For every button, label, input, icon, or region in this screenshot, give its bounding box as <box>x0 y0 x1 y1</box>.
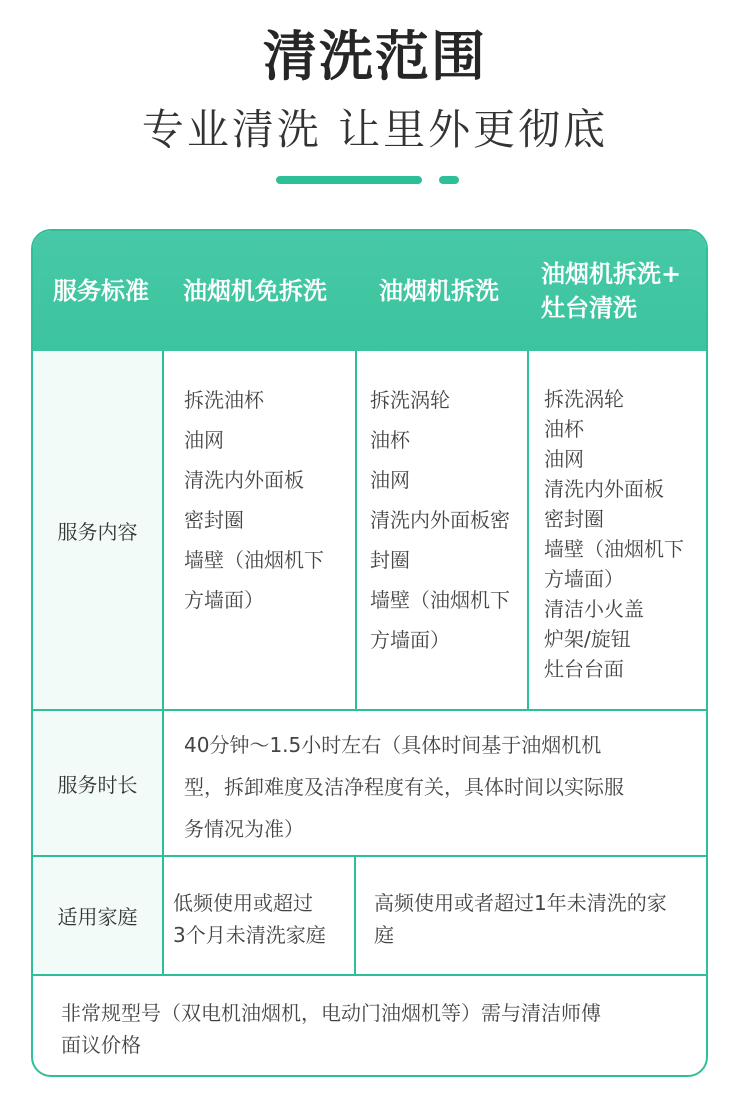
row-label-household: 适用家庭 <box>33 857 162 974</box>
list-item: 清洗内外面板 <box>544 477 664 501</box>
header-disassembly-stove-line2: 灶台清洗 <box>541 294 637 322</box>
grid-line <box>33 855 706 857</box>
household-cell-high-frequency <box>374 887 667 951</box>
list-item: 墙壁（油烟机下 <box>544 537 684 561</box>
list-item: 墙壁（油烟机下 <box>370 588 510 612</box>
header-disassembly-stove <box>541 231 681 351</box>
decorative-bar-short <box>439 176 459 184</box>
grid-line <box>354 857 356 974</box>
row-label-duration: 服务时长 <box>33 711 162 855</box>
list-item: 清洗内外面板密 <box>370 508 510 532</box>
duration-line: 型，拆卸难度及洁净程度有关，具体时间以实际服 <box>184 775 624 799</box>
household-cell-low-frequency <box>173 887 326 951</box>
header-service-standard: 服务标准 <box>53 277 149 305</box>
list-item: 油网 <box>184 428 224 452</box>
row-label-content: 服务内容 <box>33 351 162 709</box>
table-header <box>33 231 706 351</box>
duration-line: 务情况为准） <box>184 817 304 841</box>
household-line: 庭 <box>374 923 394 947</box>
list-item: 拆洗涡轮 <box>370 388 450 412</box>
list-item: 清洗内外面板 <box>184 468 304 492</box>
list-item: 方墙面） <box>370 628 450 652</box>
list-item: 拆洗涡轮 <box>544 387 624 411</box>
list-item: 油杯 <box>370 428 410 452</box>
list-item: 墙壁（油烟机下 <box>184 548 324 572</box>
service-scope-table <box>31 229 708 1077</box>
grid-line <box>527 351 529 709</box>
header-disassembly-stove-line1: 油烟机拆洗+ <box>541 260 682 288</box>
list-item: 油杯 <box>544 417 584 441</box>
list-item: 清洁小火盖 <box>544 597 644 621</box>
list-item: 油网 <box>370 468 410 492</box>
list-item: 方墙面） <box>184 588 264 612</box>
list-item: 封圈 <box>370 548 410 572</box>
list-item: 炉架/旋钮 <box>544 627 631 651</box>
pricing-note <box>61 997 601 1061</box>
list-item: 密封圈 <box>184 508 244 532</box>
grid-line <box>355 351 357 709</box>
duration-line: 40分钟～1.5小时左右（具体时间基于油烟机机 <box>184 733 602 757</box>
list-item: 油网 <box>544 447 584 471</box>
note-line: 面议价格 <box>61 1033 141 1057</box>
content-cell-no-disassembly <box>184 380 324 620</box>
grid-line <box>162 351 164 974</box>
duration-cell <box>184 724 624 850</box>
grid-line <box>33 974 706 976</box>
household-line: 3个月未清洗家庭 <box>173 923 326 947</box>
page-subtitle: 专业清洗 让里外更彻底 <box>141 105 609 154</box>
list-item: 方墙面） <box>544 567 624 591</box>
decorative-bar-long <box>276 176 422 184</box>
note-line: 非常规型号（双电机油烟机，电动门油烟机等）需与清洁师傅 <box>61 1001 601 1025</box>
household-line: 低频使用或超过 <box>173 891 313 915</box>
household-line: 高频使用或者超过1年未清洗的家 <box>374 891 667 915</box>
list-item: 密封圈 <box>544 507 604 531</box>
header-no-disassembly: 油烟机免拆洗 <box>183 277 327 305</box>
list-item: 灶台台面 <box>544 657 624 681</box>
list-item: 拆洗油杯 <box>184 388 264 412</box>
content-cell-disassembly-stove <box>544 384 684 684</box>
page-title: 清洗范围 <box>263 25 487 88</box>
header-disassembly: 油烟机拆洗 <box>379 277 499 305</box>
content-cell-disassembly <box>370 380 510 660</box>
grid-line <box>33 709 706 711</box>
